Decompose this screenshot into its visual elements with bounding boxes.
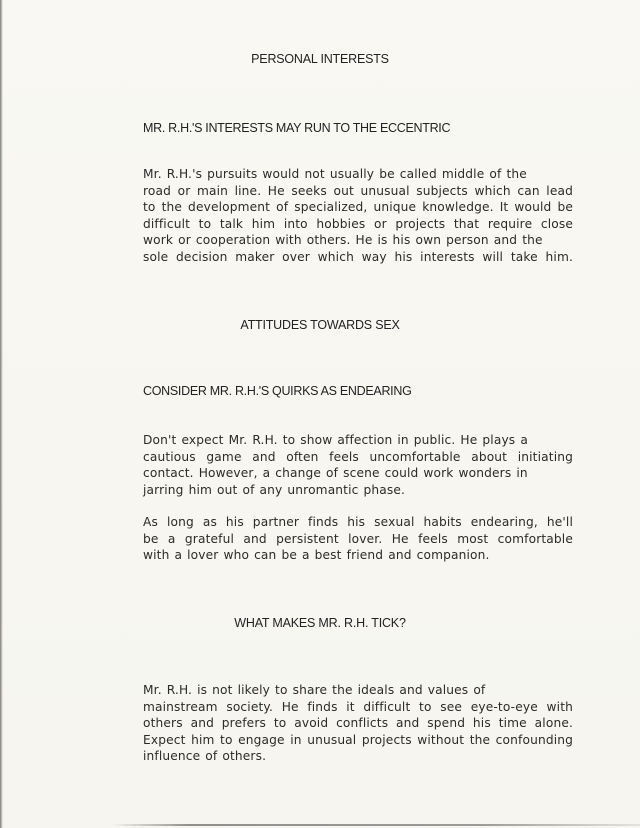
text-line: difficult to talk him into hobbies or projects that require close — [143, 216, 573, 231]
text-line: influence of others. — [143, 749, 267, 764]
text-line: Don't expect Mr. R.H. to show affection in public. He plays a — [143, 433, 528, 447]
paragraph-tick — [143, 682, 573, 765]
text-line: to the development of specialized, unique knowledge. It would be — [143, 200, 573, 215]
paragraph-personal-interests — [143, 166, 573, 266]
section-title-what-makes-tick: WHAT MAKES MR. R.H. TICK? — [234, 616, 406, 630]
text-line: work or cooperation with others. He is his own person and the — [143, 233, 543, 248]
section-title-personal-interests: PERSONAL INTERESTS — [251, 52, 389, 66]
paragraph-partner — [143, 514, 573, 564]
subheading-eccentric-interests: MR. R.H.'S INTERESTS MAY RUN TO THE ECCENTRIC — [143, 121, 451, 135]
text-line: with a lover who can be a best friend and companion. — [143, 548, 490, 563]
text-line: sole decision maker over which way his interests will take him. — [143, 249, 573, 264]
text-line: jarring him out of any unromantic phase. — [143, 482, 406, 497]
paragraph-affection — [143, 432, 573, 498]
text-line: As long as his partner finds his sexual habits endearing, he'll — [143, 515, 573, 529]
text-line: be a grateful and persistent lover. He feels most comfortable — [143, 531, 573, 546]
text-line: Expect him to engage in unusual projects without the confounding — [143, 732, 573, 747]
text-line: road or main line. He seeks out unusual subjects which can lead — [143, 183, 573, 198]
text-line: mainstream society. He finds it difficult to see eye-to-eye with — [143, 699, 573, 714]
subheading-quirks-endearing: CONSIDER MR. R.H.'S QUIRKS AS ENDEARING — [143, 384, 412, 398]
text-line: others and prefers to avoid conflicts and spend his time alone. — [143, 716, 573, 731]
section-title-attitudes-towards-sex: ATTITUDES TOWARDS SEX — [240, 318, 400, 332]
text-line: cautious game and often feels uncomfortable about initiating — [143, 449, 573, 464]
text-line: Mr. R.H. is not likely to share the ideals and values of — [143, 683, 486, 697]
text-line: Mr. R.H.'s pursuits would not usually be called middle of the — [143, 167, 527, 181]
page-left-edge — [0, 0, 3, 828]
text-line: contact. However, a change of scene could work wonders in — [143, 466, 528, 481]
page-bottom-edge — [110, 824, 640, 826]
